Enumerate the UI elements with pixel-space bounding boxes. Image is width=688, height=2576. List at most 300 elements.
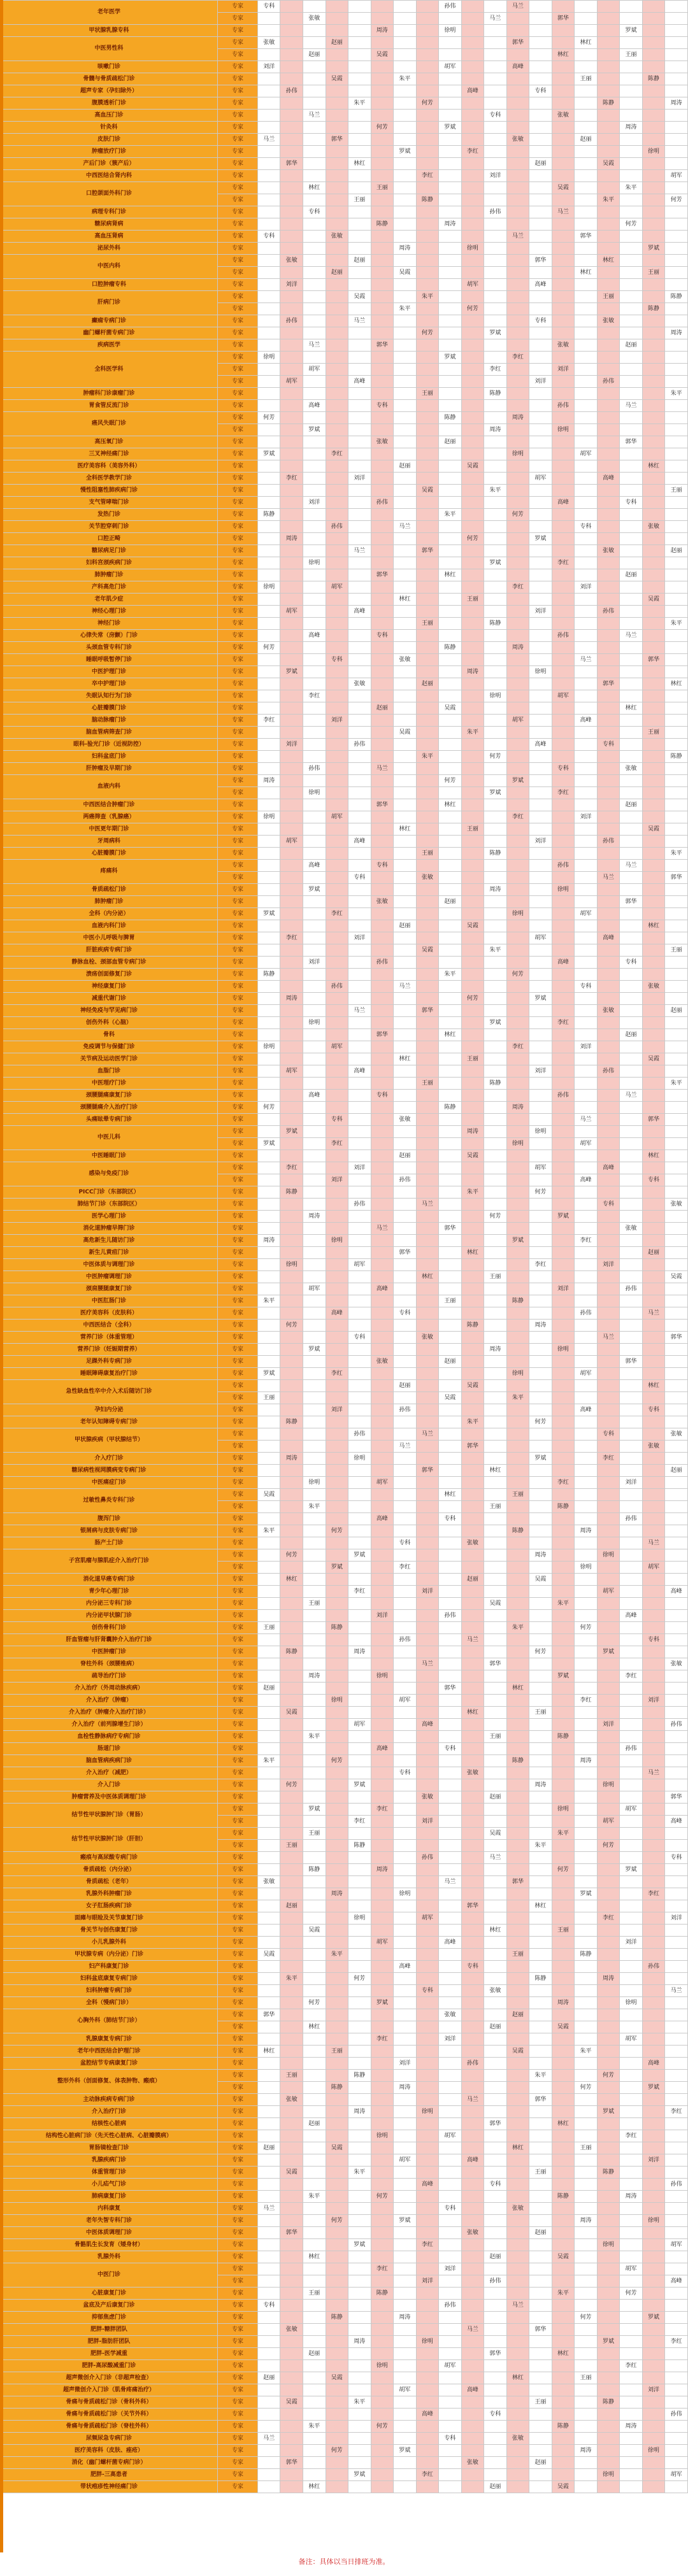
slot-cell — [371, 739, 394, 751]
department-name: 介入治疗门诊 — [1, 2106, 218, 2118]
slot-cell — [552, 1985, 575, 1997]
slot-cell: 徐明 — [506, 1138, 529, 1150]
schedule-row — [1, 1416, 688, 1428]
level-cell: 专家 — [218, 1005, 258, 1017]
slot-cell — [257, 25, 280, 37]
slot-cell — [620, 1344, 643, 1356]
level-cell: 专家 — [218, 2348, 258, 2360]
slot-cell — [552, 2070, 575, 2082]
slot-cell — [620, 1537, 643, 1549]
slot-cell — [506, 25, 529, 37]
slot-cell — [303, 2142, 326, 2154]
level-cell: 专家 — [218, 1477, 258, 1489]
slot-cell — [484, 2288, 507, 2300]
slot-cell — [371, 1235, 394, 1247]
slot-cell — [665, 666, 688, 678]
slot-cell — [665, 1489, 688, 1501]
slot-cell — [506, 606, 529, 618]
slot-cell — [257, 1078, 280, 1090]
level-cell: 专家 — [218, 110, 258, 122]
slot-cell — [484, 122, 507, 134]
slot-cell — [439, 606, 462, 618]
slot-cell — [348, 1525, 371, 1537]
slot-cell — [642, 2421, 665, 2433]
schedule-row — [1, 606, 688, 618]
slot-cell — [439, 1174, 462, 1186]
slot-cell — [506, 1961, 529, 1973]
slot-cell — [461, 545, 484, 557]
slot-cell: 李红 — [326, 1138, 348, 1150]
slot-cell — [597, 1114, 620, 1126]
slot-cell: 专科 — [303, 206, 326, 218]
slot-cell: 李红 — [416, 2239, 439, 2251]
department-name: 超声微创介入门诊（非超声检查） — [1, 2372, 218, 2384]
slot-cell — [597, 1562, 620, 1574]
department-name: 神经门诊 — [1, 618, 218, 630]
slot-cell — [665, 969, 688, 981]
slot-cell — [371, 1320, 394, 1332]
slot-cell — [642, 400, 665, 412]
slot-cell — [529, 206, 552, 218]
slot-cell — [484, 1549, 507, 1562]
department-name: 中医小儿呼吸与脾胃 — [1, 932, 218, 944]
slot-cell — [416, 2288, 439, 2300]
slot-cell: 李红 — [552, 557, 575, 569]
slot-cell — [394, 1779, 417, 1791]
slot-cell: 林红 — [394, 1053, 417, 1065]
slot-cell — [642, 2203, 665, 2215]
slot-cell — [280, 1247, 303, 1259]
slot-cell — [348, 630, 371, 642]
slot-cell: 孙伟 — [394, 1174, 417, 1186]
slot-cell — [416, 2142, 439, 2154]
schedule-row — [1, 1332, 688, 1344]
slot-cell — [575, 279, 598, 291]
slot-cell — [326, 1791, 348, 1804]
schedule-row — [1, 2130, 688, 2142]
slot-cell — [348, 1925, 371, 1937]
slot-cell — [439, 848, 462, 860]
slot-cell — [416, 231, 439, 243]
slot-cell — [575, 170, 598, 182]
slot-cell — [348, 2348, 371, 2360]
slot-cell — [461, 388, 484, 400]
slot-cell — [461, 1622, 484, 1634]
slot-cell: 马兰 — [620, 400, 643, 412]
slot-cell: 朱平 — [461, 1186, 484, 1199]
slot-cell: 高峰 — [348, 836, 371, 848]
slot-cell — [484, 1477, 507, 1489]
slot-cell — [439, 2324, 462, 2336]
slot-cell — [280, 1755, 303, 1767]
department-name: 乳腺外科 — [1, 2251, 218, 2263]
slot-cell — [371, 932, 394, 944]
slot-cell — [257, 993, 280, 1005]
slot-cell — [575, 1985, 598, 1997]
slot-cell: 周涛 — [529, 1549, 552, 1562]
slot-cell — [371, 110, 394, 122]
slot-cell — [506, 1985, 529, 1997]
slot-cell — [326, 436, 348, 448]
slot-cell — [280, 2058, 303, 2070]
slot-cell — [461, 134, 484, 146]
slot-cell — [642, 1525, 665, 1537]
slot-cell — [642, 1017, 665, 1029]
slot-cell — [575, 1598, 598, 1610]
slot-cell — [642, 1743, 665, 1755]
level-cell: 专家 — [218, 618, 258, 630]
slot-cell — [597, 1828, 620, 1840]
slot-cell: 赵丽 — [439, 436, 462, 448]
slot-cell — [620, 1416, 643, 1428]
slot-cell — [348, 424, 371, 436]
slot-cell: 专科 — [552, 763, 575, 775]
slot-cell — [257, 1271, 280, 1283]
slot-cell — [529, 957, 552, 969]
slot-cell — [597, 751, 620, 763]
slot-cell — [665, 436, 688, 448]
slot-cell — [394, 1453, 417, 1465]
slot-cell — [575, 1840, 598, 1852]
slot-cell — [665, 860, 688, 872]
slot-cell — [484, 727, 507, 739]
slot-cell — [597, 2142, 620, 2154]
slot-cell — [506, 521, 529, 533]
slot-cell: 郭华 — [416, 1465, 439, 1477]
slot-cell — [280, 884, 303, 896]
level-cell: 专家 — [218, 424, 258, 436]
slot-cell — [348, 1598, 371, 1610]
slot-cell: 马兰 — [620, 1090, 643, 1102]
slot-cell — [257, 1562, 280, 1574]
schedule-row — [1, 509, 688, 521]
slot-cell — [552, 642, 575, 654]
slot-cell — [303, 1658, 326, 1670]
slot-cell — [348, 1344, 371, 1356]
slot-cell: 陈静 — [326, 2312, 348, 2324]
slot-cell — [575, 1, 598, 13]
slot-cell — [348, 1404, 371, 1416]
slot-cell: 张敏 — [552, 110, 575, 122]
slot-cell — [597, 2251, 620, 2263]
slot-cell — [416, 1392, 439, 1404]
slot-cell — [665, 1259, 688, 1271]
slot-cell — [348, 1937, 371, 1949]
slot-cell: 高峰 — [529, 279, 552, 291]
slot-cell — [461, 1949, 484, 1961]
slot-cell: 张敏 — [257, 37, 280, 49]
slot-cell — [303, 436, 326, 448]
slot-cell — [575, 836, 598, 848]
department-name: 心脏康复门诊 — [1, 2288, 218, 2300]
slot-cell — [575, 146, 598, 158]
slot-cell — [394, 2263, 417, 2275]
schedule-row — [1, 533, 688, 545]
slot-cell — [416, 1925, 439, 1937]
slot-cell — [575, 1876, 598, 1888]
slot-cell — [280, 122, 303, 134]
department-name: 泌尿外科 — [1, 243, 218, 255]
level-cell: 专家 — [218, 436, 258, 448]
slot-cell — [484, 1743, 507, 1755]
slot-cell — [348, 110, 371, 122]
slot-cell — [575, 2227, 598, 2239]
slot-cell — [439, 1416, 462, 1428]
slot-cell: 朱平 — [597, 194, 620, 206]
slot-cell — [303, 1683, 326, 1695]
slot-cell — [348, 799, 371, 811]
slot-cell: 马兰 — [348, 1005, 371, 1017]
schedule-row — [1, 2300, 688, 2312]
slot-cell — [461, 1005, 484, 1017]
department-name: 老年医学 — [1, 1, 218, 25]
slot-cell — [371, 2203, 394, 2215]
slot-cell: 朱平 — [506, 1392, 529, 1404]
slot-cell — [665, 1211, 688, 1223]
slot-cell — [642, 2409, 665, 2421]
slot-cell — [506, 630, 529, 642]
schedule-row — [1, 1211, 688, 1223]
slot-cell — [665, 1949, 688, 1961]
slot-cell: 郭华 — [439, 1223, 462, 1235]
slot-cell — [394, 2142, 417, 2154]
slot-cell: 徐明 — [257, 1041, 280, 1053]
slot-cell — [575, 364, 598, 376]
slot-cell — [280, 388, 303, 400]
slot-cell — [348, 2227, 371, 2239]
slot-cell — [371, 1114, 394, 1126]
schedule-row — [1, 473, 688, 485]
slot-cell: 马兰 — [303, 110, 326, 122]
slot-cell — [620, 1574, 643, 1586]
level-cell: 专家 — [218, 1041, 258, 1053]
slot-cell: 专科 — [348, 872, 371, 884]
slot-cell — [394, 848, 417, 860]
slot-cell — [439, 2372, 462, 2384]
slot-cell — [348, 1683, 371, 1695]
slot-cell: 刘洋 — [303, 957, 326, 969]
slot-cell: 周涛 — [552, 1997, 575, 2009]
slot-cell — [552, 1513, 575, 1525]
slot-cell — [665, 727, 688, 739]
slot-cell — [484, 412, 507, 424]
slot-cell — [529, 509, 552, 521]
slot-cell — [597, 2058, 620, 2070]
slot-cell — [597, 2009, 620, 2021]
slot-cell — [620, 206, 643, 218]
slot-cell — [575, 85, 598, 97]
slot-cell — [371, 2058, 394, 2070]
slot-cell — [257, 1537, 280, 1549]
slot-cell — [303, 2433, 326, 2445]
slot-cell — [257, 2288, 280, 2300]
slot-cell — [416, 2433, 439, 2445]
slot-cell — [416, 787, 439, 799]
slot-cell — [439, 715, 462, 727]
slot-cell — [575, 848, 598, 860]
slot-cell — [257, 1937, 280, 1949]
slot-cell: 朱平 — [303, 1731, 326, 1743]
slot-cell — [303, 1174, 326, 1186]
slot-cell — [665, 1380, 688, 1392]
slot-cell: 吴霞 — [484, 1828, 507, 1840]
slot-cell: 高峰 — [416, 1719, 439, 1731]
department-name: 骨髓与骨质疏松门诊 — [1, 73, 218, 85]
slot-cell — [575, 1283, 598, 1295]
slot-cell — [303, 485, 326, 497]
slot-cell — [326, 2058, 348, 2070]
department-name: 全科医学科 — [1, 352, 218, 388]
slot-cell — [529, 1465, 552, 1477]
schedule-row — [1, 908, 688, 920]
slot-cell: 张敏 — [257, 1876, 280, 1888]
slot-cell: 陈静 — [597, 2167, 620, 2179]
slot-cell: 高峰 — [552, 957, 575, 969]
slot-cell — [529, 2239, 552, 2251]
department-name: 两癌筛查（乳腺癌） — [1, 811, 218, 823]
slot-cell — [371, 1574, 394, 1586]
slot-cell — [575, 1852, 598, 1864]
slot-cell — [620, 2179, 643, 2191]
slot-cell — [552, 61, 575, 73]
slot-cell — [642, 1295, 665, 1307]
slot-cell — [484, 715, 507, 727]
slot-cell: 徐明 — [575, 1562, 598, 1574]
slot-cell — [326, 969, 348, 981]
slot-cell — [348, 521, 371, 533]
slot-cell — [529, 13, 552, 25]
slot-cell — [280, 2215, 303, 2227]
slot-cell — [326, 787, 348, 799]
slot-cell — [461, 1670, 484, 1683]
slot-cell: 赵丽 — [665, 545, 688, 557]
slot-cell — [506, 2409, 529, 2421]
slot-cell — [529, 787, 552, 799]
slot-cell — [575, 460, 598, 473]
slot-cell — [461, 1525, 484, 1537]
slot-cell — [484, 1767, 507, 1779]
slot-cell — [257, 1925, 280, 1937]
slot-cell — [280, 2154, 303, 2167]
slot-cell: 刘洋 — [439, 2263, 462, 2275]
slot-cell — [416, 2191, 439, 2203]
slot-cell — [506, 2336, 529, 2348]
slot-cell — [303, 1695, 326, 1707]
slot-cell — [665, 2481, 688, 2493]
slot-cell — [484, 2227, 507, 2239]
slot-cell — [484, 1973, 507, 1985]
level-cell: 专家 — [218, 1743, 258, 1755]
slot-cell — [326, 460, 348, 473]
slot-cell — [620, 1973, 643, 1985]
level-cell: 专家 — [218, 182, 258, 194]
slot-cell — [506, 1743, 529, 1755]
slot-cell — [439, 908, 462, 920]
slot-cell — [326, 2336, 348, 2348]
slot-cell — [484, 1259, 507, 1271]
slot-cell — [348, 2130, 371, 2142]
slot-cell — [665, 1731, 688, 1743]
slot-cell: 徐明 — [348, 1912, 371, 1925]
slot-cell — [394, 884, 417, 896]
slot-cell — [439, 1465, 462, 1477]
slot-cell — [280, 194, 303, 206]
slot-cell — [280, 1199, 303, 1211]
slot-cell — [371, 823, 394, 836]
level-cell: 专家 — [218, 1562, 258, 1574]
slot-cell: 林红 — [484, 1925, 507, 1937]
schedule-row — [1, 763, 688, 775]
slot-cell — [552, 1852, 575, 1864]
slot-cell — [326, 206, 348, 218]
slot-cell — [575, 2070, 598, 2082]
slot-cell — [280, 1053, 303, 1065]
slot-cell — [461, 1477, 484, 1489]
slot-cell — [597, 811, 620, 823]
slot-cell — [484, 436, 507, 448]
slot-cell — [326, 2203, 348, 2215]
slot-cell: 赵丽 — [257, 2142, 280, 2154]
slot-cell — [575, 61, 598, 73]
slot-cell — [506, 1259, 529, 1271]
slot-cell — [326, 2324, 348, 2336]
slot-cell — [620, 2215, 643, 2227]
slot-cell: 高峰 — [416, 2409, 439, 2421]
slot-cell — [371, 2154, 394, 2167]
department-name: 心胸外科（肺结节门诊） — [1, 2009, 218, 2033]
slot-cell — [280, 13, 303, 25]
slot-cell — [506, 97, 529, 110]
slot-cell: 何芳 — [348, 1973, 371, 1985]
slot-cell: 徐明 — [461, 243, 484, 255]
slot-cell — [620, 1126, 643, 1138]
slot-cell — [303, 908, 326, 920]
slot-cell — [506, 1646, 529, 1658]
slot-cell — [665, 2142, 688, 2154]
slot-cell — [575, 920, 598, 932]
slot-cell — [371, 557, 394, 569]
slot-cell — [461, 836, 484, 848]
slot-cell: 王丽 — [416, 618, 439, 630]
slot-cell — [303, 2106, 326, 2118]
slot-cell — [461, 1271, 484, 1283]
slot-cell — [439, 1162, 462, 1174]
slot-cell — [280, 569, 303, 581]
slot-cell — [371, 194, 394, 206]
slot-cell: 周涛 — [371, 1864, 394, 1876]
slot-cell — [461, 654, 484, 666]
slot-cell: 朱平 — [484, 485, 507, 497]
slot-cell: 何芳 — [280, 1320, 303, 1332]
slot-cell — [506, 1574, 529, 1586]
slot-cell — [461, 2106, 484, 2118]
slot-cell — [642, 2094, 665, 2106]
department-name: 全科（内分泌） — [1, 908, 218, 920]
slot-cell — [506, 2070, 529, 2082]
slot-cell — [303, 1186, 326, 1199]
slot-cell — [439, 763, 462, 775]
slot-cell — [257, 2021, 280, 2033]
level-cell: 专家 — [218, 291, 258, 303]
slot-cell — [484, 509, 507, 521]
slot-cell — [416, 654, 439, 666]
slot-cell — [484, 581, 507, 594]
slot-cell — [280, 1283, 303, 1295]
level-cell: 专家 — [218, 1150, 258, 1162]
slot-cell — [257, 1864, 280, 1876]
slot-cell — [257, 654, 280, 666]
slot-cell — [506, 763, 529, 775]
